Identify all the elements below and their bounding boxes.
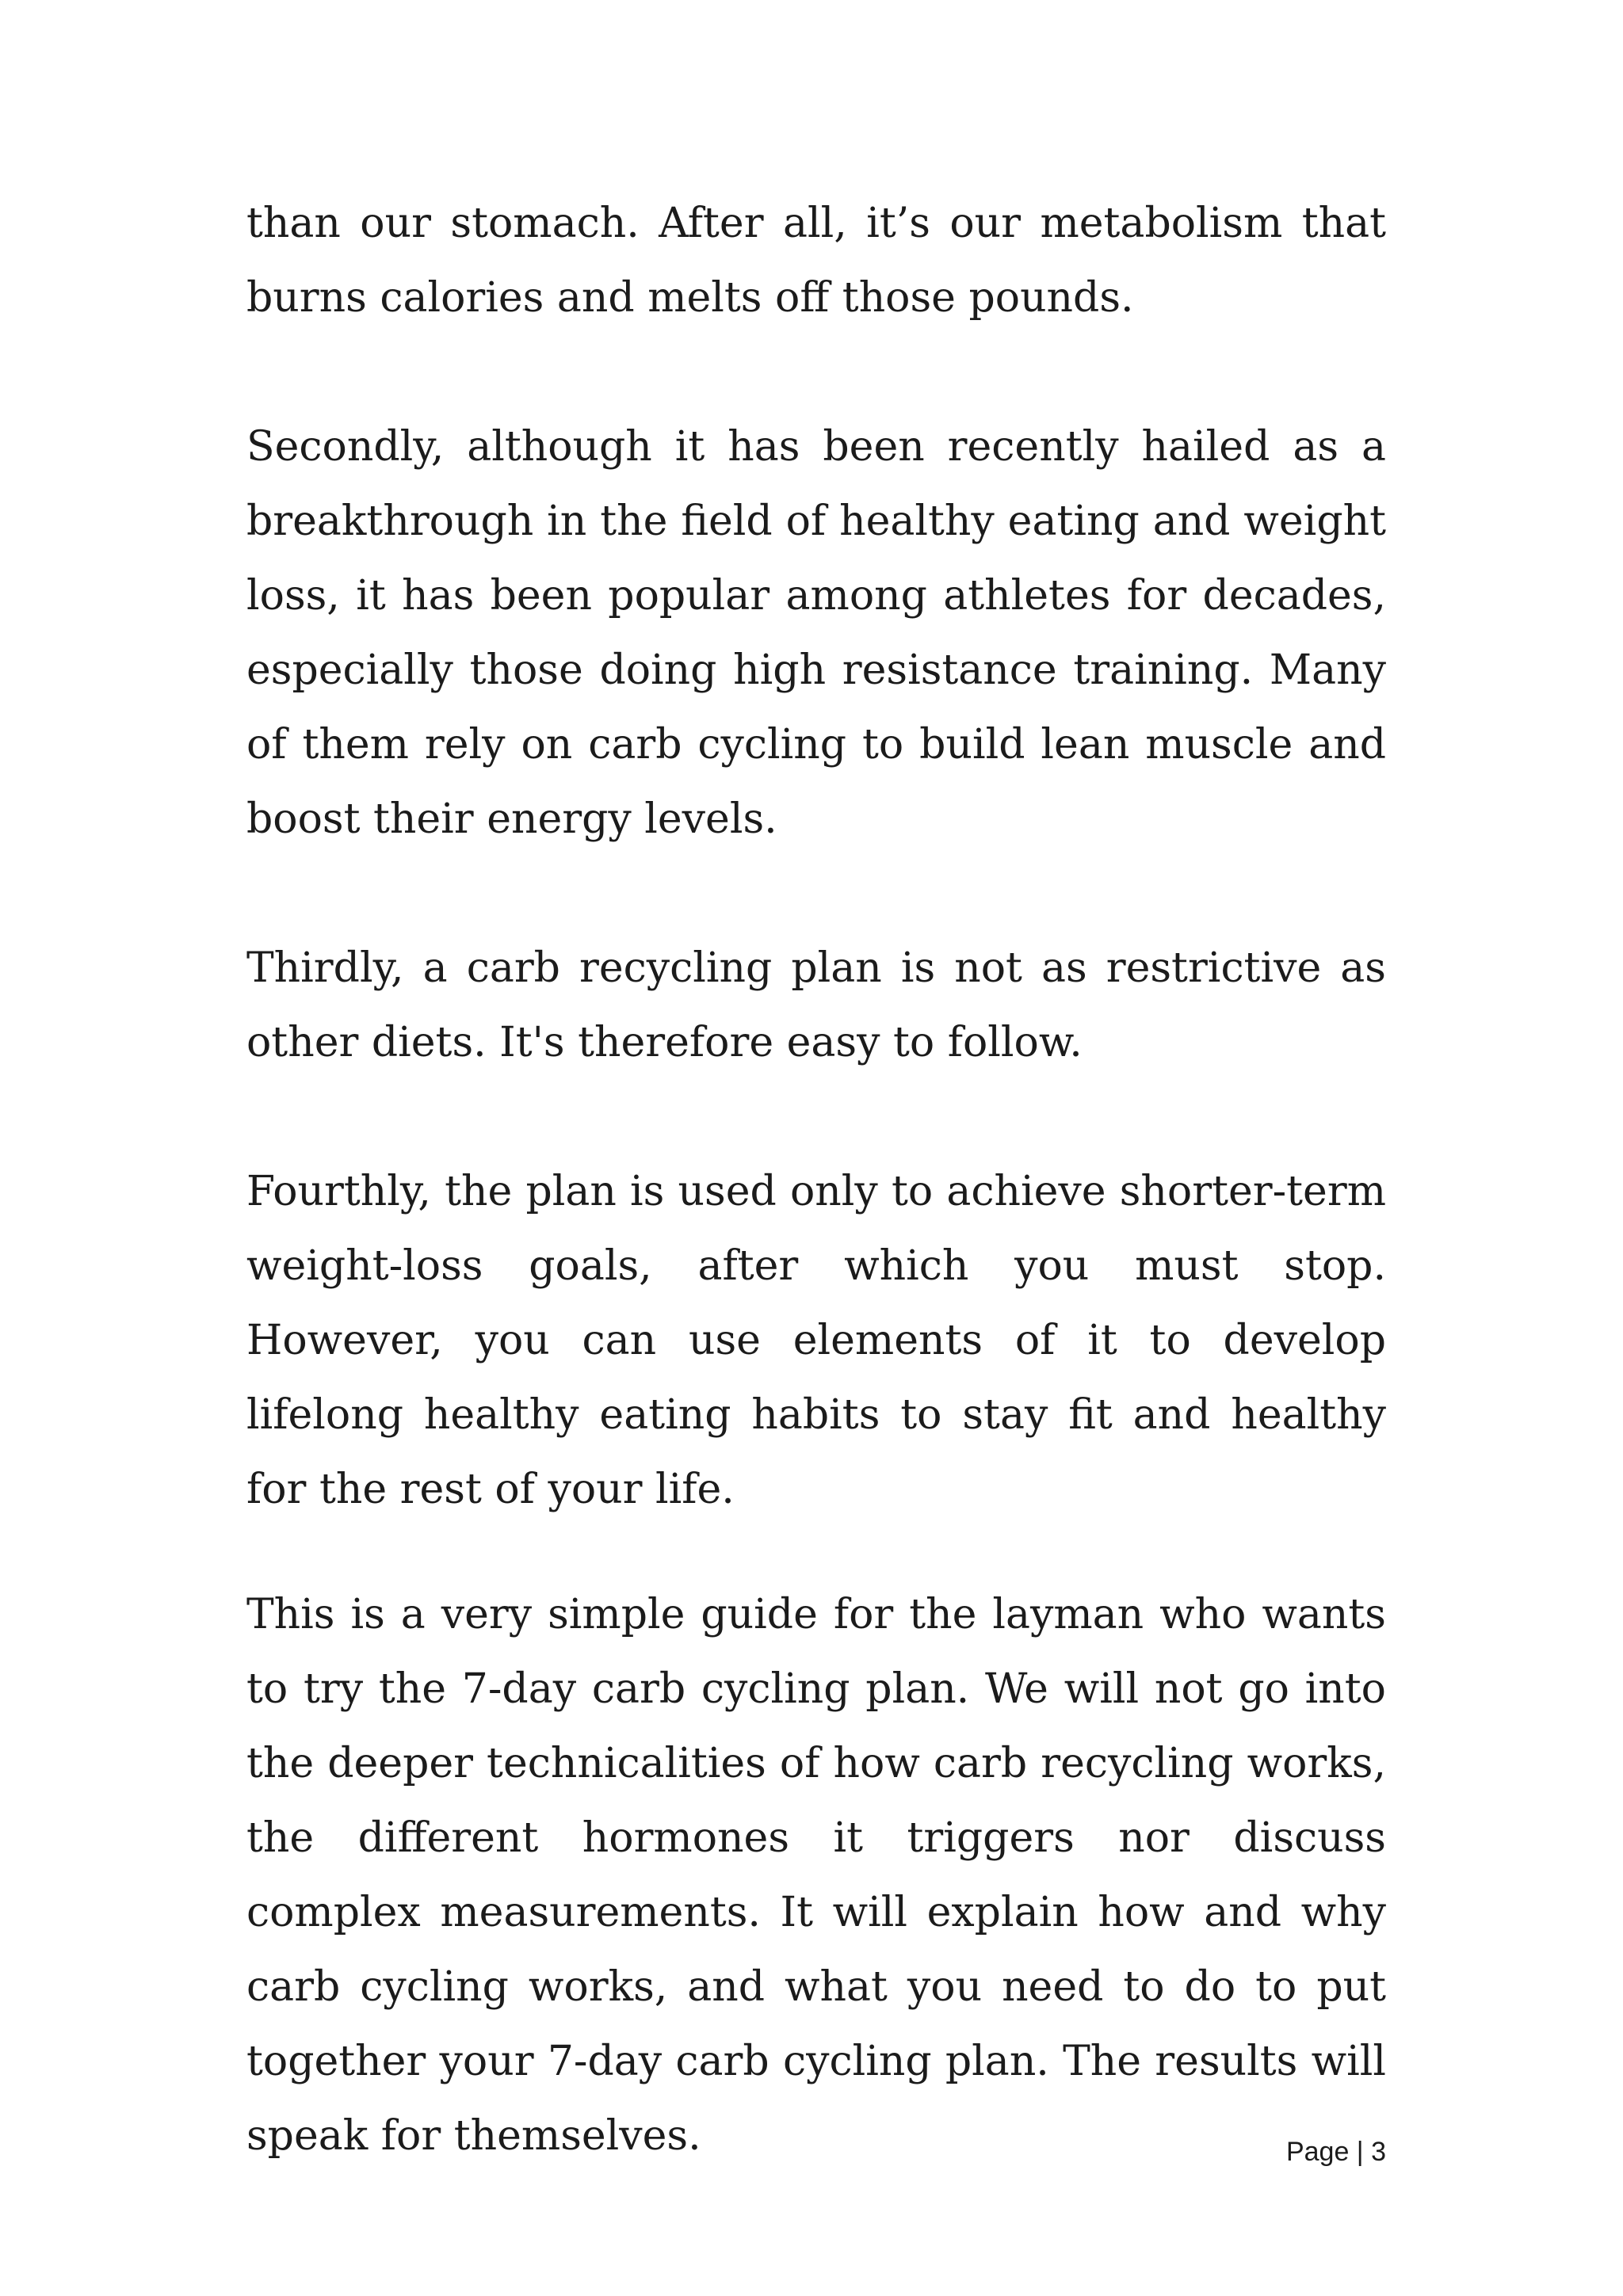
paragraph-metabolism: than our stomach. After all, it’s our metabolism that burns calories and melts off those pounds. bbox=[246, 200, 1386, 322]
page-number: Page | 3 bbox=[1285, 2137, 1386, 2167]
paragraph-fourthly: Fourthly, the plan is used only to achieve shorter-term weight-loss goals, after which you must stop. However, you can use elements of it to develop lifelong healthy eating habits to stay fit and healthy for the rest of your life. bbox=[246, 1168, 1386, 1513]
paragraph-secondly: Secondly, although it has been recently hailed as a breakthrough in the field of healthy eating and weight loss, it has been popular among athletes for decades, especially those doing high resistance training. Many of them rely on carb cycling to build lean muscle and boost their energy levels. bbox=[246, 423, 1386, 843]
paragraph-guide-intro: This is a very simple guide for the layman who wants to try the 7-day carb cycling plan. We will not go into the deeper technicalities of how carb recycling works, the different hormones it triggers nor discuss complex measurements. It will explain how and why carb cycling works, and what you need to do to put together your 7-day carb cycling plan. The results will speak for themselves. bbox=[246, 1591, 1386, 2160]
paragraph-thirdly: Thirdly, a carb recycling plan is not as restrictive as other diets. It's therefore easy to follow. bbox=[246, 944, 1386, 1066]
body-text bbox=[246, 186, 1386, 2173]
